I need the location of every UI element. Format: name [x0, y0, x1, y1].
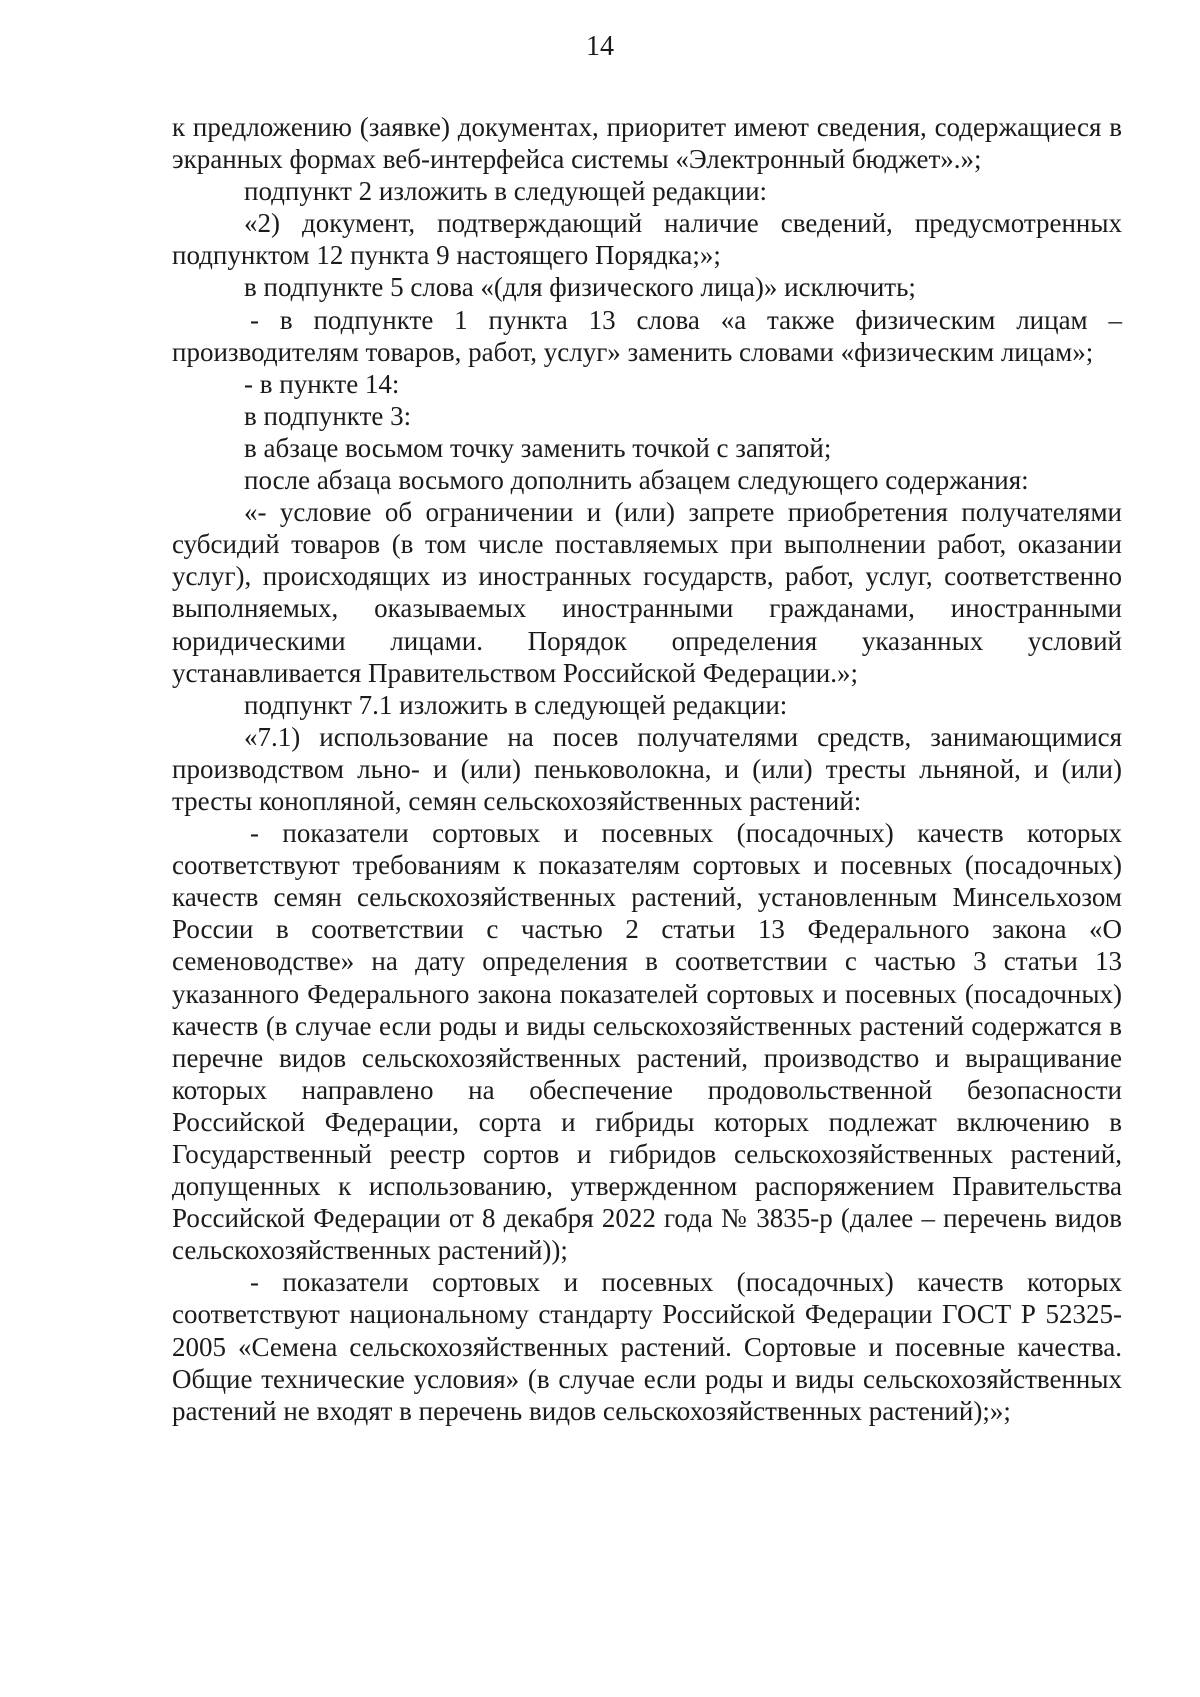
paragraph-gost-requirements: - показатели сортовых и посевных (посадочных) качеств которых соответствуют национальному стандарту Российской Федерации ГОСТ Р 52325-2005 «Семена сельскохозяйственных растений. Сортовые и посевные качества. Общие технические условия» (в случае если роды и виды сельскохозяйственных растений не входят в перечень видов сельскохозяйственных растений);»;	[172, 1267, 1122, 1426]
document-body	[172, 111, 1122, 1427]
paragraph-add-abzac: после абзаца восьмого дополнить абзацем следующего содержания:	[244, 465, 1029, 496]
page-number: 14	[586, 31, 614, 62]
paragraph-restriction-condition: «- условие об ограничении и (или) запрете приобретения получателями субсидий товаров (в том числе поставляемых при выполнении работ, оказании услуг), происходящих из иностранных государств, работ, услуг, соответственно выполняемых, оказываемых иностранными гражданами, иностранными юридическими лицами. Порядок определения указанных условий устанавливается Правительством Российской Федерации.»;	[172, 497, 1122, 688]
paragraph-subitem-3: в подпункте 3:	[244, 400, 412, 431]
paragraph-subitem-7-1-text: «7.1) использование на посев получателями средств, занимающимися производством льно- и (или) пеньковолокна, и (или) тресты льняной, и (или) тресты конопляной, семян сельскохозяйственных растений:	[172, 721, 1122, 816]
paragraph-subitem-2-text: «2) документ, подтверждающий наличие сведений, предусмотренных подпунктом 12 пункта 9 настоящего Порядка;»;	[172, 208, 1122, 271]
paragraph-quality-requirements: - показатели сортовых и посевных (посадочных) качеств которых соответствуют требованиям к показателям сортовых и посевных (посадочных) качеств семян сельскохозяйственных растений, установленным Минсельхозом России в соответствии с частью 2 статьи 13 Федерального закона «О семеноводстве» на дату определения в соответствии с частью 3 статьи 13 указанного Федерального закона показателей сортовых и посевных (посадочных) качеств (в случае если роды и виды сельскохозяйственных растений содержатся в перечне видов сельскохозяйственных растений, производство и выращивание которых направлено на обеспечение продовольственной безопасности Российской Федерации, сорта и гибриды которых подлежат включению в Государственный реестр сортов и гибридов сельскохозяйственных растений, допущенных к использованию, утвержденном распоряжением Правительства Российской Федерации от 8 декабря 2022 года № 3835-р (далее – перечень видов сельскохозяйственных растений));	[172, 818, 1122, 1266]
paragraph-subitem-5: в подпункте 5 слова «(для физического лица)» исключить;	[244, 272, 916, 303]
paragraph-continuation: к предложению (заявке) документах, приоритет имеют сведения, содержащиеся в экранных формах веб-интерфейса системы «Электронный бюджет».»;	[172, 112, 1122, 175]
paragraph-item-13: - в подпункте 1 пункта 13 слова «а также физическим лицам – производителям товаров, работ, услуг» заменить словами «физическим лицам»;	[172, 304, 1122, 367]
paragraph-subitem-7-1-intro: подпункт 7.1 изложить в следующей редакции:	[244, 689, 788, 720]
paragraph-subitem-2-intro: подпункт 2 изложить в следующей редакции:	[244, 176, 768, 207]
paragraph-eighth-abzac: в абзаце восьмом точку заменить точкой с запятой;	[244, 432, 832, 463]
paragraph-item-14: - в пункте 14:	[244, 368, 400, 399]
